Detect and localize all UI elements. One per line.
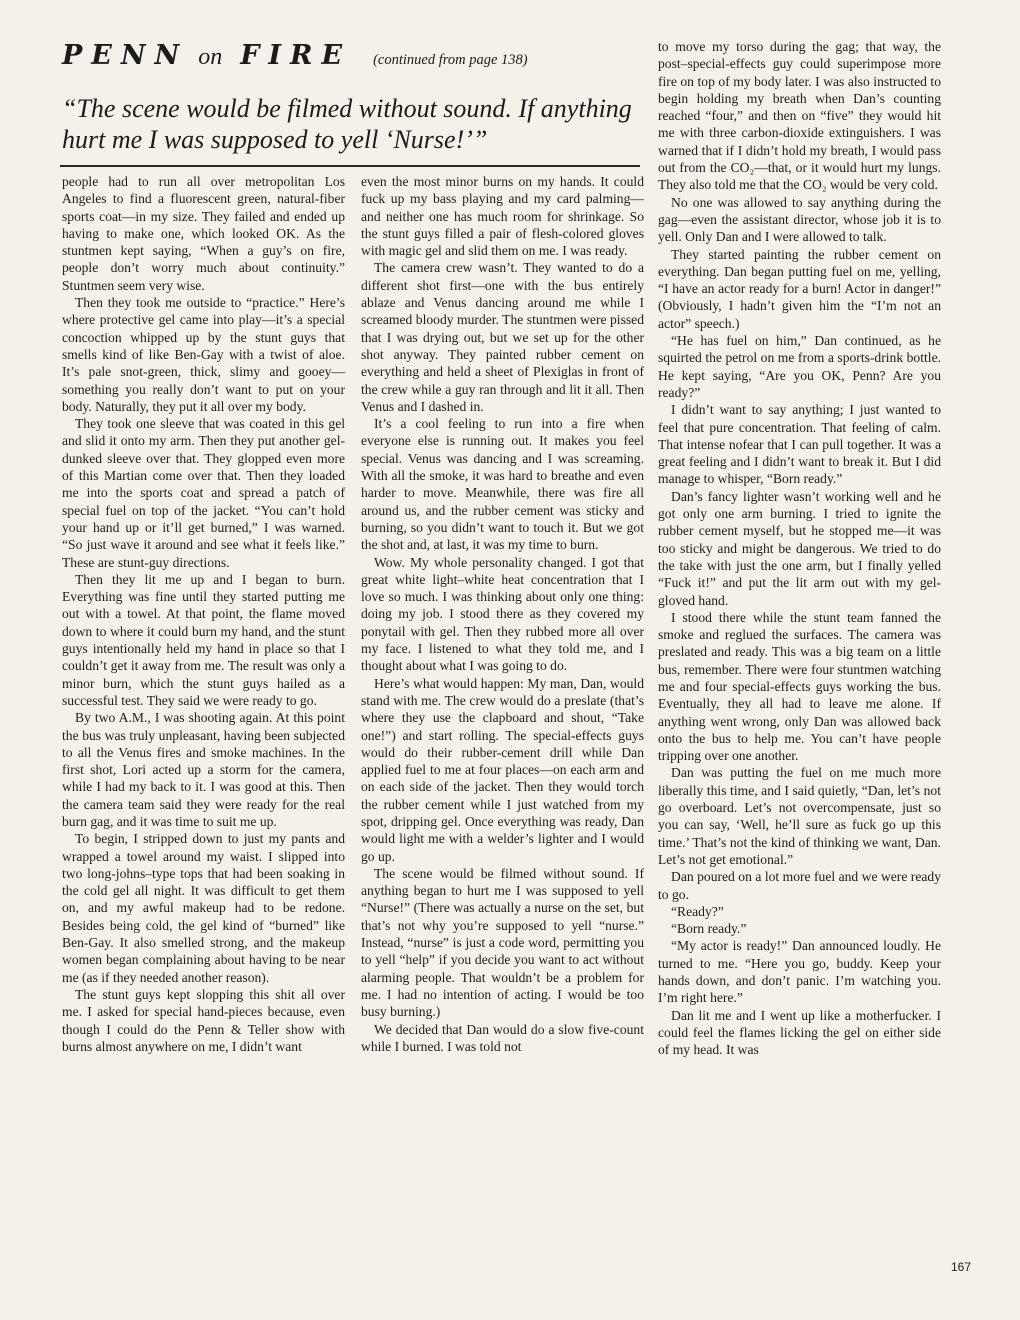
paragraph: The stunt guys kept slopping this shit all over me. I asked for special hand-pieces because, even though I could do the Penn & Teller show with burns almost anywhere on me, I didn’t want [62, 986, 345, 1054]
text-column-1 [62, 173, 345, 1055]
paragraph: Here’s what would happen: My man, Dan, would stand with me. The crew would do a preslate (that’s where they use the clapboard and shout, “Take one!”) and start rolling. The special-effects guys would do their rubber-cement drill while Dan applied fuel to me at four places—on each arm and on each side of the jacket. Then they would torch the rubber cement while I just watched from my spot, dripping gel. Once everything was ready, Dan would light me with a welder’s lighter and I would go up. [361, 675, 644, 864]
paragraph: Dan was putting the fuel on me much more liberally this time, and I said quietly, “Dan, let’s not go overboard. Let’s not overcompensate, just so you can say, ‘Well, he’ll sure as fuck go up this time.’ That’s not the kind of thinking we want, Dan. Let’s not get emotional.” [658, 765, 941, 867]
paragraph: We decided that Dan would do a slow five-count while I burned. I was told not [361, 1021, 644, 1054]
pull-quote-rule [60, 165, 640, 167]
paragraph: They took one sleeve that was coated in this gel and slid it onto my arm. Then they put another gel-dunked sleeve over that. They glopped even more of this Martian come over that. Then they loaded me into the sports coat and spread a patch of special fuel on top of the jacket. “You can’t hold your hand up or it’ll get burned,” I was warned. “So just wave it around and see what it feels like.” These are stunt-guy directions. [62, 416, 345, 570]
paragraph: It’s a cool feeling to run into a fire when everyone else is running out. It makes you feel special. Venus was dancing and I was screaming. With all the smoke, it was hard to breathe and even harder to move. Meanwhile, there was fire all around us, and the rubber cement was sticky and burning, so you didn’t want to touch it. But we got the shot and, at last, it was my time to burn. [361, 416, 644, 553]
paragraph: Wow. My whole personality changed. I got that great white light–white heat concentration that I love so much. I was thinking about only one thing: doing my job. I stood there as they covered my ponytail with gel. Then they rubbed more all over my face. I listened to what they told me, and I thought about what I was going to do. [361, 554, 644, 674]
paragraph: The scene would be filmed without sound. If anything began to hurt me I was supposed to yell “Nurse!” (There was actually a nurse on the set, but that’s not why you’re supposed to yell “nurse.” Instead, “nurse” is just a code word, permitting you to yell “help” if you decide you want to act without alarming people. That wouldn’t be a problem for me. I had no intention of acting. I would be too busy burning.) [361, 865, 644, 1020]
paragraph: To begin, I stripped down to just my pants and wrapped a towel around my waist. I slipped into two long-johns–type tops that had been soaking in the cold gel all night. It was difficult to get them on, and my awful makeup had to be redone. Besides being cold, the gel kind of “burned” like Ben-Gay. It also smelled strong, and the makeup women began complaining about having to be near me (as if they needed another reason). [62, 831, 345, 985]
header-title-fire: FIRE [240, 40, 352, 71]
text-column-2 [361, 173, 644, 1055]
paragraph: I didn’t want to say anything; I just wanted to feel that pure concentration. That feeling of calm. That intense nofear that I can pull together. It was a great feeling and I didn’t want to break it. But I did manage to whisper, “Born ready.” [658, 402, 941, 487]
header-title-on: on [198, 44, 223, 70]
pull-quote: “The scene would be filmed without sound. If anything hurt me I was supposed to yell ‘Nurse!’” [62, 94, 632, 154]
paragraph: people had to run all over metropolitan Los Angeles to find a fluorescent green, natural-fiber sports coat—in my size. They failed and ended up having to make one, which looked OK. As the stuntmen kept saying, “When a guy’s on fire, people don’t worry much about continuity.” Stuntmen seem very wise. [62, 174, 345, 293]
paragraph: “Ready?” [671, 903, 724, 919]
paragraph: Then they lit me up and I began to burn. Everything was fine until they started putting me out with a towel. At that point, the flame moved down to where it could burn my hand, and the stunt guys intentionally held my hand in place so that I couldn’t get it away from me. The result was only a minor burn, which the stunt guys hailed as a successful test. They said we were ready to go. [62, 571, 345, 708]
paragraph: Dan lit me and I went up like a motherfucker. I could feel the flames licking the gel on either side of my head. It was [658, 1007, 941, 1058]
paragraph: They started painting the rubber cement on everything. Dan began putting fuel on me, yelling, “I have an actor ready for a burn! Actor in danger!” (Obviously, I hadn’t given him the “I’m not an actor” speech.) [658, 246, 941, 331]
paragraph: “Born ready.” [671, 921, 747, 937]
paragraph: By two A.M., I was shooting again. At this point the bus was truly unpleasant, having been subjected to all the Venus fires and smoke machines. In the first shot, Lori acted up a storm for the camera, while I had my back to it. I was good at this. Then the camera team said they were ready for the real burn gag, and it was time to suit me up. [62, 710, 345, 829]
text-column-3 [658, 38, 941, 1059]
paragraph: I stood there while the stunt team fanned the smoke and reglued the surfaces. The camera was preslated and ready. This was a big team on a little bus, remember. There were four stuntmen watching me and four special-effects guys working the bus. Eventually, they all had to leave me alone. If anything went wrong, only Dan was allowed back onto the bus to help me. You can’t have people tripping over one another. [658, 609, 941, 764]
paragraph: Then they took me outside to “practice.” Here’s where protective gel came into play—it’s a special concoction whipped up by the stunt guys that smells kind of like Ben-Gay with a twist of aloe. It’s pale snot-green, thick, slimy and gooey—something you really don’t want to put on your body. Naturally, they put it all over my body. [62, 295, 345, 414]
paragraph: No one was allowed to say anything during the gag—even the assistant director, whose job it is to yell. Only Dan and I were allowed to talk. [658, 194, 941, 245]
paragraph: “He has fuel on him,” Dan continued, as he squirted the petrol on me from a sports-drink bottle. He kept saying, “Are you OK, Penn? Are you ready?” [658, 333, 941, 400]
paragraph: Dan’s fancy lighter wasn’t working well and he got only one arm burning. I tried to ignite the rubber cement myself, but he stopped me—it was too sticky and might be dangerous. We tried to do the take with just the one arm, but I finally yelled “Fuck it!” and put the lit arm out with my gel-gloved hand. [658, 488, 941, 608]
paragraph: “My actor is ready!” Dan announced loudly. He turned to me. “Here you go, buddy. Keep your hands down, and don’t panic. I’m watching you. I’m right here.” [658, 938, 941, 1006]
continued-note: (continued from page 138) [373, 52, 528, 68]
article-header [62, 40, 642, 86]
paragraph: Dan poured on a lot more fuel and we were ready to go. [658, 869, 941, 902]
paragraph: even the most minor burns on my hands. It could fuck up my bass playing and my card palming—and neither one has much room for shrinkage. So the stunt guys filled a pair of flesh-colored gloves with magic gel and slid them on me. I was ready. [361, 174, 644, 259]
page-number: 167 [951, 1260, 972, 1274]
paragraph: The camera crew wasn’t. They wanted to do a different shot first—one with the bus entirely ablaze and Venus dancing around me while I screamed bloody murder. The stuntmen were pissed that I was drying out, but we set up for the other shot anyway. They painted rubber cement on everything and held a sheet of Plexiglas in front of the crew while a guy ran through and lit it all. Then Venus and I dashed in. [361, 260, 644, 414]
paragraph: to move my torso during the gag; that way, the post–special-effects guy could superimpose more fire on top of my body later. I was also instructed to begin holding my breath when Dan’s counting reached “four,” and then on “five” they would hit me with three carbon-dioxide extinguishers. I was warned that if I didn’t hold my breath, I would pass out from the CO₂—that, or it would hurt my lungs. They also told me that the CO₂ would be very cold. [658, 39, 941, 193]
header-title-penn: PENN [62, 40, 189, 71]
